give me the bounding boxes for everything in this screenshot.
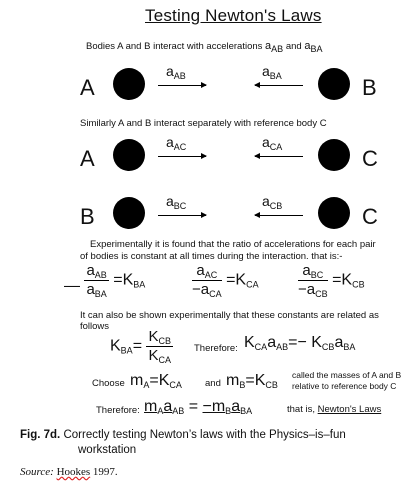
body-label-b: B: [362, 75, 377, 100]
masses-text-2: relative to reference body C: [292, 381, 397, 391]
body-label-c: C: [362, 146, 378, 171]
accel-label-bc: $a_{BC}$: [166, 193, 187, 211]
k-product-equation: $K_{CA}a_{AB}=- K_{CB}a_{BA}$: [244, 334, 356, 352]
experimental-text-1: Experimentally it is found that the ratio of accelerations for each pair: [90, 239, 376, 250]
accel-label-ac: $a_{AC}$: [166, 134, 187, 152]
arrow-right-ac: [158, 156, 206, 157]
masses-text-1: called the masses of A and B: [292, 370, 402, 380]
body-ball-b-3: [113, 197, 145, 229]
body-ball-c-3: [318, 197, 350, 229]
figure-caption-line-2: workstation: [78, 444, 137, 456]
newtons-law-equation: $m_Aa_{AB} = -m_Ba_{BA}$: [144, 398, 253, 416]
arrow-right-bc: [158, 215, 206, 216]
source-line: Source: Hookes 1997.: [20, 466, 118, 478]
accel-label-ba: $a_{BA}$: [262, 63, 282, 81]
body-ball-a-2: [113, 139, 145, 171]
arrow-left-ca: [255, 156, 303, 157]
ratio-equation-cb: $\frac{a_{BC}}{-a_{CB}}$ $=K_{CB}$: [298, 262, 365, 299]
therefore-label-1: Therefore:: [194, 343, 238, 354]
accel-label-ab: $a_{AB}$: [166, 63, 186, 81]
k-relation-equation: $K_{BA}=$ $\frac{K_{CB}}{K_{CA}}$: [110, 328, 172, 365]
choose-label: Choose: [92, 378, 125, 389]
body-label-a-2: A: [80, 146, 95, 171]
intro-text: Bodies A and B interact with accelerations $a_{AB}$ and $a_{BA}$: [86, 40, 323, 54]
accel-label-cb: $a_{CB}$: [262, 193, 283, 211]
similarly-text: Similarly A and B interact separately with reference body C: [80, 118, 327, 129]
body-ball-c: [318, 139, 350, 171]
arrow-right-ab: [158, 85, 206, 86]
body-ball-a: [113, 68, 145, 100]
arrow-left-cb: [255, 215, 303, 216]
ratio-equation-ba: — $\frac{a_{AB}}{a_{BA}}$ $=K_{BA}$: [64, 262, 146, 299]
body-ball-b: [318, 68, 350, 100]
figure-caption: Fig. 7d. Correctly testing Newton’s laws with the Physics–is–fun: [20, 429, 346, 441]
accel-label-ca: $a_{CA}$: [262, 134, 283, 152]
figure-title: Testing Newton's Laws: [145, 6, 322, 25]
arrow-left-ba: [255, 85, 303, 86]
that-is-text: that is, Newton's Laws: [287, 404, 382, 415]
and-label: and: [205, 378, 221, 389]
therefore-label-2: Therefore:: [96, 405, 140, 416]
body-label-a: A: [80, 75, 95, 100]
body-label-b-3: B: [80, 204, 95, 229]
related-text-2: follows: [80, 321, 110, 332]
body-label-c-3: C: [362, 204, 378, 229]
ratio-equation-ca: $\frac{a_{AC}}{-a_{CA}}$ $=K_{CA}$: [192, 262, 259, 299]
mass-a-equation: $m_A=K_{CA}$: [130, 372, 182, 390]
mass-b-equation: $m_B=K_{CB}$: [226, 372, 278, 390]
related-text-1: It can also be shown experimentally that these constants are related as: [80, 310, 379, 321]
experimental-text-2: of bodies is constant at all times during the interaction. that is:-: [80, 251, 343, 262]
